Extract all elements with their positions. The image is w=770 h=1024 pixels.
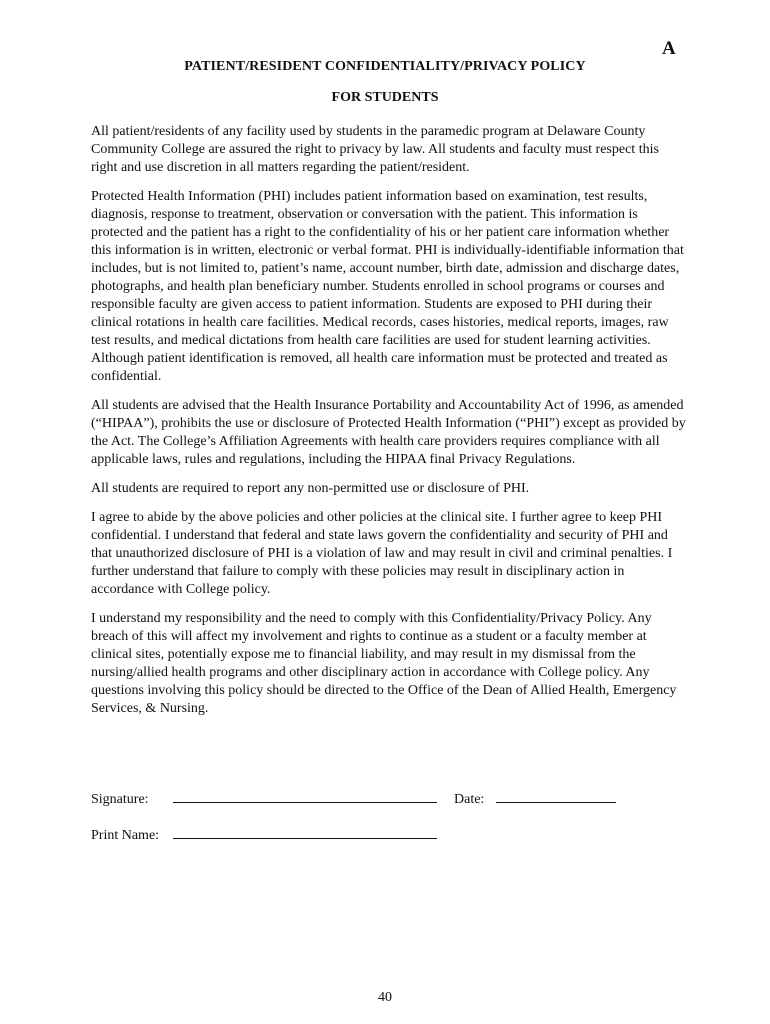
signature-line[interactable] (173, 790, 437, 803)
print-name-row (91, 826, 437, 844)
date-line[interactable] (496, 790, 616, 803)
paragraph-hipaa: All students are advised that the Health Insurance Portability and Accountability Act of 1996, as amended (“HIPAA”), prohibits the use or disclosure of Protected Health Information (“PHI”) except as provided by the Act. The College’s Affiliation Agreements with health care providers requires compliance with all applicable laws, rules and regulations, including the HIPAA final Privacy Regulations. (91, 398, 686, 467)
appendix-letter: A (662, 38, 676, 59)
paragraph-agreement: I agree to abide by the above policies and other policies at the clinical site. I further agree to keep PHI confidential. I understand that federal and state laws govern the confidentiality and security of PHI and that unauthorized disclosure of PHI is a violation of law and may result in civil and criminal penalties. I further understand that failure to comply with these policies may result in disciplinary action in accordance with College policy. (91, 510, 673, 597)
page-subtitle: FOR STUDENTS (331, 90, 439, 105)
date-label: Date: (454, 792, 485, 807)
policy-body (91, 123, 686, 729)
print-name-label: Print Name: (91, 828, 160, 843)
paragraph-privacy-right: All patient/residents of any facility used by students in the paramedic program at Delaware County Community College are assured the right to privacy by law. All students and faculty must respect this right and use discretion in all matters regarding the patient/resident. (91, 124, 659, 175)
paragraph-phi-definition: Protected Health Information (PHI) includes patient information based on examination, test results, diagnosis, response to treatment, observation or conversation with the patient. This information is protected and the patient has a right to the confidentiality of his or her patient care information whether this information is in written, electronic or verbal format. PHI is individually-identifiable information that includes, but is not limited to, patient’s name, account number, birth date, admission and discharge dates, photographs, and health plan beneficiary number. Students enrolled in school programs or courses and responsible faculty are given access to patient information. Students are exposed to PHI during their clinical rotations in health care facilities. Medical records, cases histories, medical reports, images, raw test results, and medical dictations from health care facilities are used for student learning activities. Although patient identification is removed, all health care information must be protected and treated as confidential. (91, 189, 684, 384)
paragraph-responsibility: I understand my responsibility and the need to comply with this Confidentiality/Privacy Policy. Any breach of this will affect my involvement and rights to continue as a student or a faculty member at clinical sites, potentially expose me to financial liability, and may result in my dismissal from the nursing/allied health programs and other disciplinary action in accordance with College policy. Any questions involving this policy should be directed to the Office of the Dean of Allied Health, Emergency Services, & Nursing. (91, 611, 677, 716)
page-title: PATIENT/RESIDENT CONFIDENTIALITY/PRIVACY POLICY (184, 59, 586, 74)
page-number: 40 (378, 990, 392, 1005)
signature-row (91, 790, 616, 808)
print-name-line[interactable] (173, 826, 437, 839)
signature-label: Signature: (91, 792, 149, 807)
paragraph-reporting: All students are required to report any non-permitted use or disclosure of PHI. (91, 481, 530, 496)
